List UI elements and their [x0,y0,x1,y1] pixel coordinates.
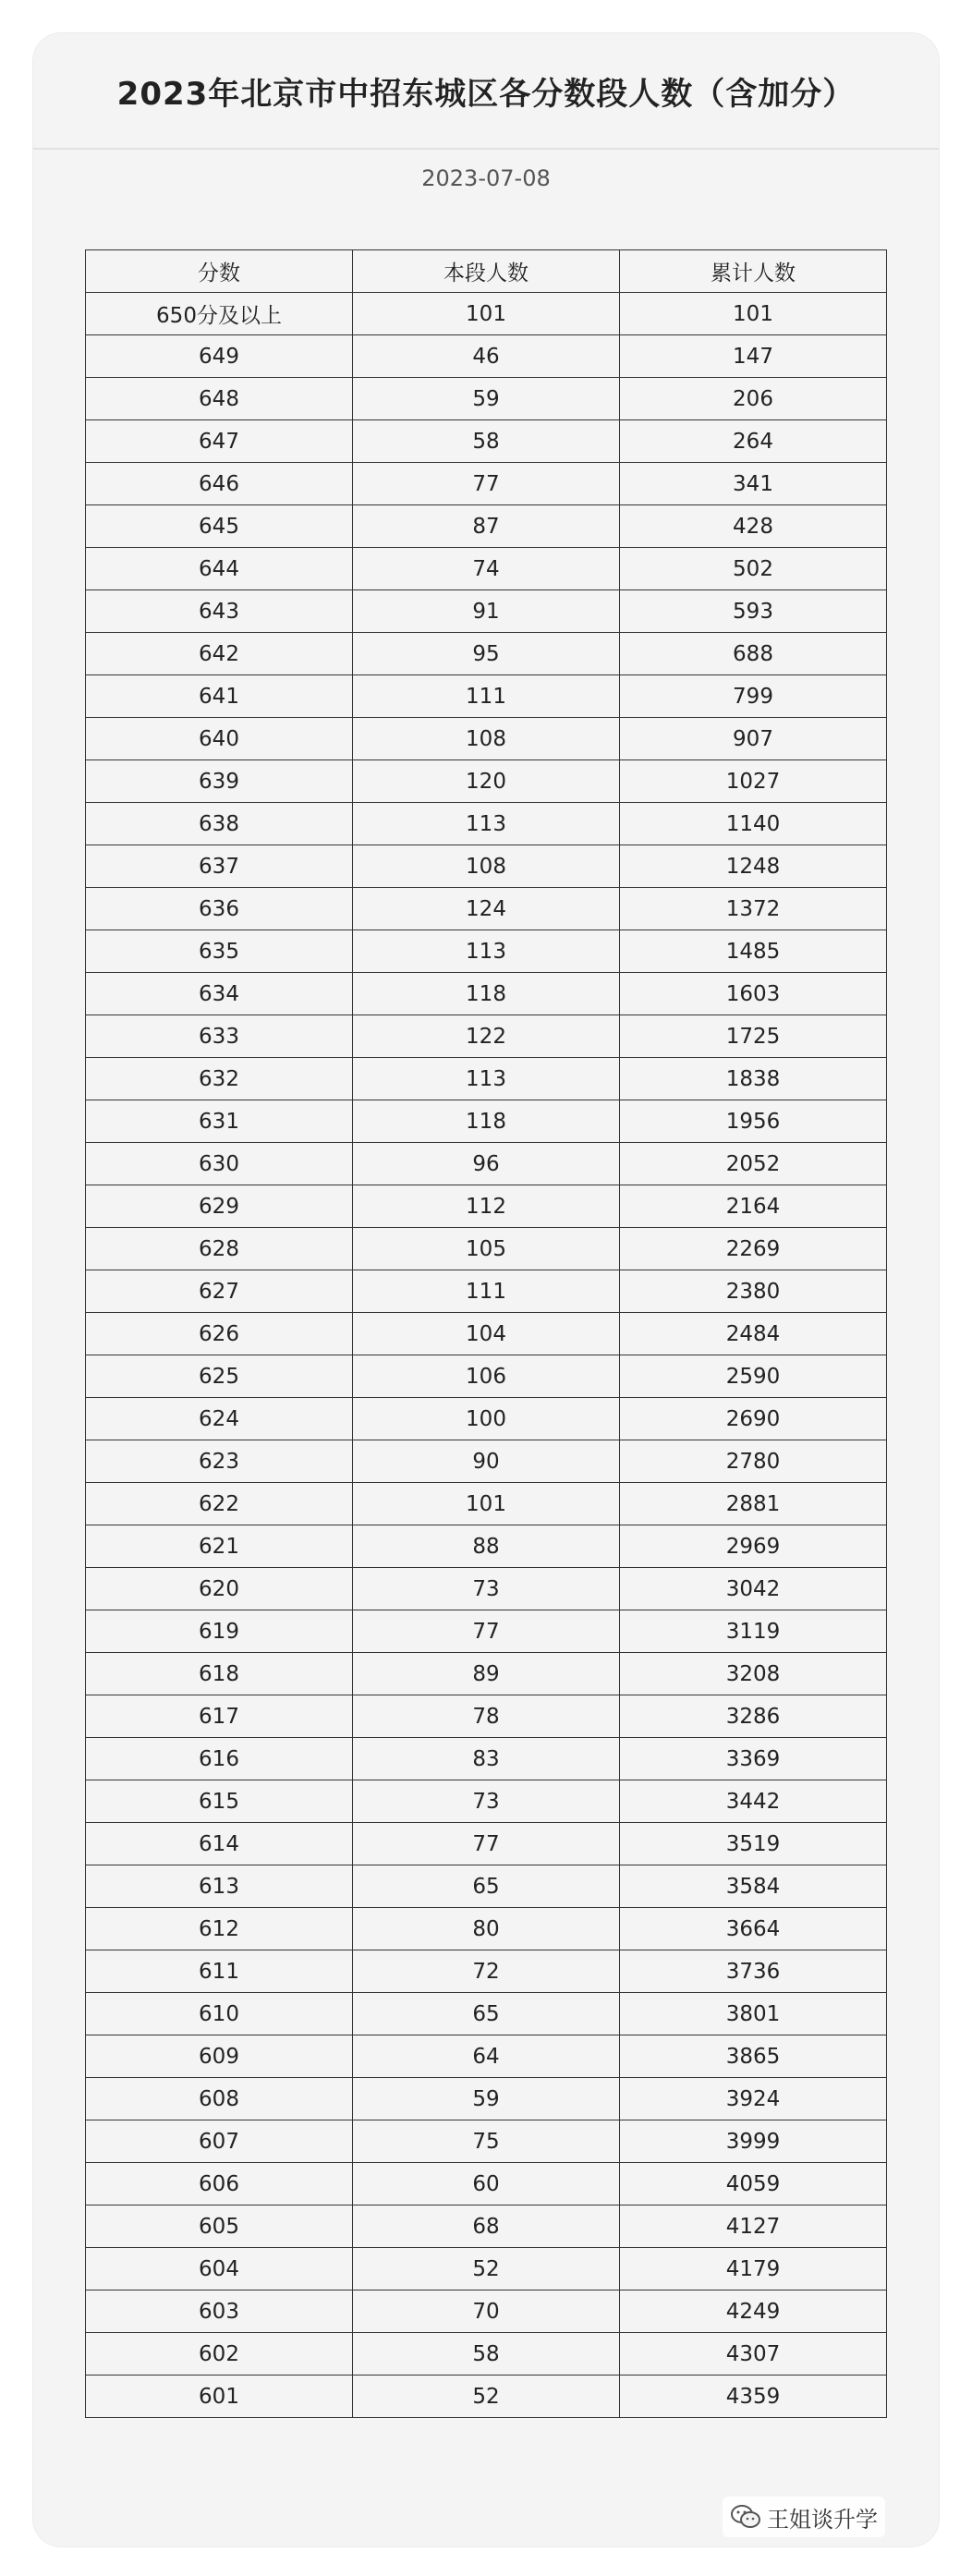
score-cell: 631 [86,1100,353,1143]
score-cell: 637 [86,845,353,888]
segment-count-cell: 77 [353,1823,620,1865]
table-row [86,378,887,420]
score-cell: 605 [86,2205,353,2248]
segment-count-cell: 113 [353,930,620,973]
score-cell: 646 [86,463,353,505]
cumulative-count-cell: 3999 [620,2120,887,2163]
table-row [86,930,887,973]
score-cell: 635 [86,930,353,973]
segment-count-cell: 52 [353,2376,620,2418]
score-cell: 611 [86,1950,353,1993]
cumulative-count-cell: 1140 [620,803,887,845]
cumulative-count-cell: 2690 [620,1398,887,1440]
table-row [86,1653,887,1695]
score-cell: 606 [86,2163,353,2205]
segment-count-cell: 120 [353,760,620,803]
cumulative-count-cell: 2052 [620,1143,887,1185]
segment-count-cell: 78 [353,1695,620,1738]
score-cell: 621 [86,1525,353,1568]
table-row [86,1993,887,2035]
table-header-row [86,250,887,293]
segment-count-cell: 106 [353,1355,620,1398]
table-row [86,2248,887,2290]
cumulative-count-cell: 3924 [620,2078,887,2120]
score-distribution-table [85,249,887,2418]
segment-count-cell: 113 [353,1058,620,1100]
score-cell: 614 [86,1823,353,1865]
score-cell: 615 [86,1780,353,1823]
table-row [86,1568,887,1610]
cumulative-count-cell: 502 [620,548,887,590]
score-cell: 608 [86,2078,353,2120]
segment-count-cell: 105 [353,1228,620,1270]
score-cell: 624 [86,1398,353,1440]
cumulative-count-cell: 3801 [620,1993,887,2035]
segment-count-cell: 104 [353,1313,620,1355]
cumulative-count-cell: 3736 [620,1950,887,1993]
table-row [86,675,887,718]
cumulative-count-cell: 799 [620,675,887,718]
score-cell: 629 [86,1185,353,1228]
score-cell: 625 [86,1355,353,1398]
cumulative-count-cell: 1027 [620,760,887,803]
score-cell: 645 [86,505,353,548]
segment-count-cell: 60 [353,2163,620,2205]
segment-count-cell: 46 [353,335,620,378]
segment-count-cell: 91 [353,590,620,633]
score-cell: 623 [86,1440,353,1483]
segment-count-cell: 111 [353,1270,620,1313]
table-row [86,1610,887,1653]
cumulative-count-cell: 2881 [620,1483,887,1525]
segment-count-cell: 75 [353,2120,620,2163]
table-row [86,973,887,1015]
score-cell: 630 [86,1143,353,1185]
cumulative-count-cell: 4127 [620,2205,887,2248]
segment-count-cell: 59 [353,2078,620,2120]
table-row [86,1695,887,1738]
cumulative-count-cell: 3442 [620,1780,887,1823]
column-header-segment-count: 本段人数 [353,250,620,293]
table-row [86,1228,887,1270]
table-row [86,1823,887,1865]
cumulative-count-cell: 3042 [620,1568,887,1610]
cumulative-count-cell: 2780 [620,1440,887,1483]
cumulative-count-cell: 593 [620,590,887,633]
segment-count-cell: 112 [353,1185,620,1228]
table-row [86,293,887,335]
score-cell: 649 [86,335,353,378]
score-cell: 616 [86,1738,353,1780]
segment-count-cell: 68 [353,2205,620,2248]
score-cell: 633 [86,1015,353,1058]
table-row [86,845,887,888]
score-cell: 643 [86,590,353,633]
cumulative-count-cell: 4059 [620,2163,887,2205]
cumulative-count-cell: 3286 [620,1695,887,1738]
cumulative-count-cell: 3519 [620,1823,887,1865]
table-row [86,888,887,930]
table-row [86,1525,887,1568]
segment-count-cell: 95 [353,633,620,675]
segment-count-cell: 58 [353,420,620,463]
segment-count-cell: 65 [353,1993,620,2035]
segment-count-cell: 118 [353,973,620,1015]
score-cell: 617 [86,1695,353,1738]
segment-count-cell: 73 [353,1568,620,1610]
segment-count-cell: 108 [353,845,620,888]
table-row [86,1015,887,1058]
table-row [86,718,887,760]
segment-count-cell: 65 [353,1865,620,1908]
segment-count-cell: 59 [353,378,620,420]
cumulative-count-cell: 428 [620,505,887,548]
segment-count-cell: 70 [353,2290,620,2333]
wechat-icon [730,2504,761,2530]
table-row [86,1398,887,1440]
cumulative-count-cell: 2164 [620,1185,887,1228]
column-header-score: 分数 [86,250,353,293]
table-row [86,1738,887,1780]
segment-count-cell: 101 [353,293,620,335]
table-row [86,1100,887,1143]
cumulative-count-cell: 341 [620,463,887,505]
table-row [86,1950,887,1993]
score-cell: 601 [86,2376,353,2418]
cumulative-count-cell: 1956 [620,1100,887,1143]
score-cell: 604 [86,2248,353,2290]
segment-count-cell: 89 [353,1653,620,1695]
cumulative-count-cell: 1485 [620,930,887,973]
table-row [86,2290,887,2333]
table-row [86,1865,887,1908]
score-cell: 648 [86,378,353,420]
cumulative-count-cell: 206 [620,378,887,420]
score-cell: 628 [86,1228,353,1270]
table-row [86,633,887,675]
segment-count-cell: 113 [353,803,620,845]
table-row [86,1483,887,1525]
segment-count-cell: 77 [353,1610,620,1653]
score-cell: 647 [86,420,353,463]
segment-count-cell: 74 [353,548,620,590]
table-row [86,1058,887,1100]
segment-count-cell: 58 [353,2333,620,2376]
segment-count-cell: 96 [353,1143,620,1185]
cumulative-count-cell: 2590 [620,1355,887,1398]
publish-date: 2023-07-08 [421,165,551,191]
cumulative-count-cell: 1838 [620,1058,887,1100]
table-row [86,803,887,845]
cumulative-count-cell: 1248 [620,845,887,888]
segment-count-cell: 100 [353,1398,620,1440]
cumulative-count-cell: 4249 [620,2290,887,2333]
score-cell: 627 [86,1270,353,1313]
cumulative-count-cell: 4179 [620,2248,887,2290]
table-row [86,2376,887,2418]
table-row [86,590,887,633]
score-cell: 620 [86,1568,353,1610]
score-cell: 626 [86,1313,353,1355]
score-cell: 639 [86,760,353,803]
table-row [86,2333,887,2376]
segment-count-cell: 101 [353,1483,620,1525]
segment-count-cell: 118 [353,1100,620,1143]
score-cell: 602 [86,2333,353,2376]
cumulative-count-cell: 1603 [620,973,887,1015]
table-row [86,335,887,378]
score-cell: 613 [86,1865,353,1908]
table-row [86,420,887,463]
table-row [86,1440,887,1483]
table-row [86,1143,887,1185]
cumulative-count-cell: 1725 [620,1015,887,1058]
score-cell: 650分及以上 [86,293,353,335]
score-cell: 612 [86,1908,353,1950]
cumulative-count-cell: 147 [620,335,887,378]
table-body [86,293,887,2418]
score-cell: 640 [86,718,353,760]
table-row [86,548,887,590]
score-cell: 638 [86,803,353,845]
cumulative-count-cell: 688 [620,633,887,675]
score-cell: 609 [86,2035,353,2078]
table-row [86,1780,887,1823]
cumulative-count-cell: 4359 [620,2376,887,2418]
segment-count-cell: 90 [353,1440,620,1483]
table-row [86,2120,887,2163]
segment-count-cell: 52 [353,2248,620,2290]
cumulative-count-cell: 4307 [620,2333,887,2376]
score-table-container [85,249,887,2418]
cumulative-count-cell: 2269 [620,1228,887,1270]
cumulative-count-cell: 907 [620,718,887,760]
segment-count-cell: 73 [353,1780,620,1823]
cumulative-count-cell: 3369 [620,1738,887,1780]
table-row [86,2205,887,2248]
cumulative-count-cell: 3208 [620,1653,887,1695]
segment-count-cell: 87 [353,505,620,548]
article-header [33,33,939,150]
segment-count-cell: 72 [353,1950,620,1993]
segment-count-cell: 108 [353,718,620,760]
score-cell: 634 [86,973,353,1015]
score-cell: 618 [86,1653,353,1695]
score-cell: 632 [86,1058,353,1100]
account-watermark [723,2497,885,2537]
cumulative-count-cell: 2969 [620,1525,887,1568]
score-cell: 607 [86,2120,353,2163]
score-cell: 636 [86,888,353,930]
table-row [86,1313,887,1355]
table-row [86,760,887,803]
table-row [86,2163,887,2205]
watermark-text: 王姐谈升学 [767,2506,878,2533]
cumulative-count-cell: 3664 [620,1908,887,1950]
score-cell: 644 [86,548,353,590]
segment-count-cell: 122 [353,1015,620,1058]
cumulative-count-cell: 3119 [620,1610,887,1653]
cumulative-count-cell: 264 [620,420,887,463]
cumulative-count-cell: 3584 [620,1865,887,1908]
segment-count-cell: 80 [353,1908,620,1950]
cumulative-count-cell: 1372 [620,888,887,930]
table-row [86,2035,887,2078]
segment-count-cell: 111 [353,675,620,718]
cumulative-count-cell: 2484 [620,1313,887,1355]
segment-count-cell: 77 [353,463,620,505]
score-cell: 610 [86,1993,353,2035]
cumulative-count-cell: 2380 [620,1270,887,1313]
table-row [86,2078,887,2120]
score-cell: 642 [86,633,353,675]
segment-count-cell: 64 [353,2035,620,2078]
segment-count-cell: 83 [353,1738,620,1780]
cumulative-count-cell: 3865 [620,2035,887,2078]
page-title: 2023年北京市中招东城区各分数段人数（含加分） [116,75,856,113]
table-row [86,1908,887,1950]
table-row [86,505,887,548]
table-row [86,1270,887,1313]
table-row [86,463,887,505]
score-cell: 603 [86,2290,353,2333]
score-cell: 622 [86,1483,353,1525]
column-header-cumulative-count: 累计人数 [620,250,887,293]
segment-count-cell: 88 [353,1525,620,1568]
article-card [33,33,939,2546]
cumulative-count-cell: 101 [620,293,887,335]
segment-count-cell: 124 [353,888,620,930]
table-row [86,1185,887,1228]
score-cell: 641 [86,675,353,718]
table-row [86,1355,887,1398]
score-cell: 619 [86,1610,353,1653]
